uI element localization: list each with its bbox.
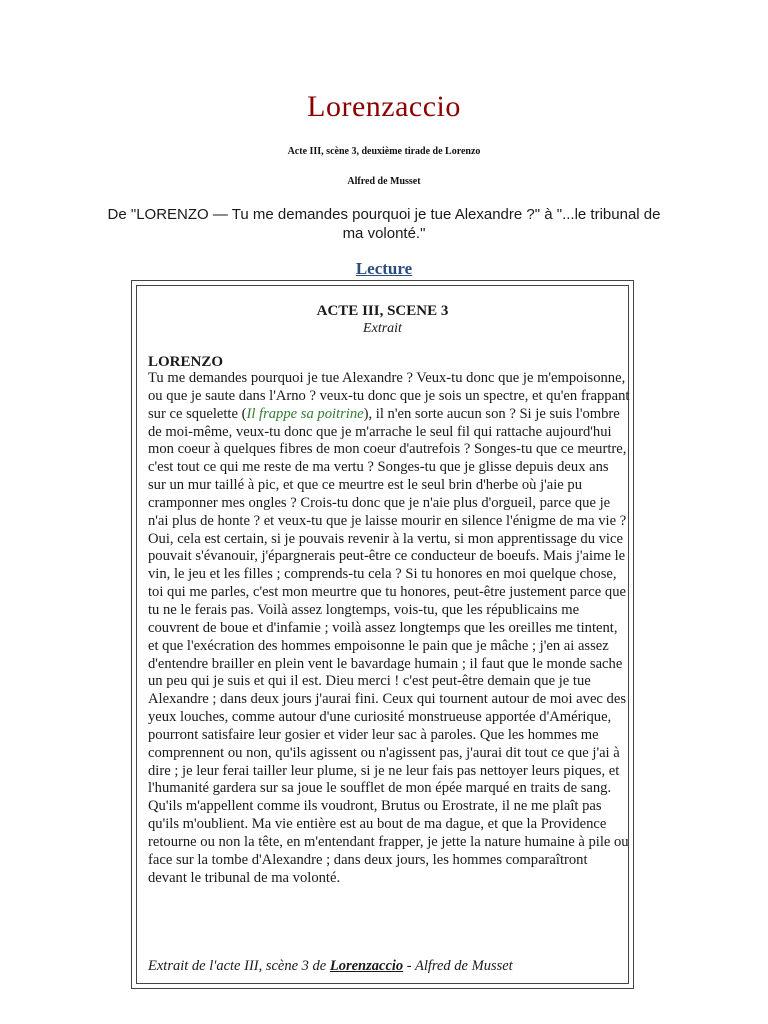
extract-box-inner bbox=[136, 285, 629, 984]
tirade-text bbox=[148, 370, 630, 887]
source-citation bbox=[148, 957, 630, 975]
source-work-link[interactable]: Lorenzaccio bbox=[329, 958, 404, 974]
page-description: De "LORENZO — Tu me demandes pourquoi je tue Alexandre ?" à "...le tribunal de ma volonté." bbox=[107, 206, 661, 242]
speaker-name: LORENZO bbox=[148, 354, 224, 370]
lecture-link[interactable]: Lecture bbox=[355, 259, 413, 278]
extract-box bbox=[131, 280, 634, 989]
tirade-text-part1: Tu me demandes pourquoi je tue Alexandre ? Veux-tu donc que je m'empoisonne, ou que je saute dans l'Arno ? veux-tu donc que je sois un spectre, et qu'en frappant sur ce squelette ( bbox=[148, 370, 630, 422]
scene-heading: ACTE III, SCENE 3 bbox=[316, 303, 449, 319]
source-suffix: - Alfred de Musset bbox=[403, 958, 513, 974]
source-prefix: Extrait de l'acte III, scène 3 de bbox=[148, 958, 330, 974]
extract-label: Extrait bbox=[363, 321, 402, 336]
page-title: Lorenzaccio bbox=[307, 90, 461, 123]
page-subtitle: Acte III, scène 3, deuxième tirade de Lorenzo bbox=[287, 146, 481, 157]
tirade-text-part2: ), il n'en sorte aucun son ? Si je suis l'ombre de moi-même, veux-tu donc que je m'arrache le seul fil qui rattache aujourd'hui mon coeur à quelques fibres de mon coeur d'autrefois ? Songes-tu que ce meurtre, c'est tout ce qui me reste de ma vertu ? Songes-tu que je glisse depuis deux ans sur un mur taillé à pic, et que ce meurtre est le seul brin d'herbe où j'aie pu cramponner mes ongles ? Crois-tu donc que je n'aie plus d'orgueil, parce que je n'ai plus de honte ? et veux-tu que je laisse mourir en silence l'énigme de ma vie ? Oui, cela est certain, si je pouvais revenir à la vertu, si mon apprentissage du vice pouvait s'évanouir, j'épargnerais peut-être ce conducteur de boeufs. Mais j'aime le vin, le jeu et les filles ; comprends-tu cela ? Si tu honores en moi quelque chose, toi qui me parles, c'est mon meurtre que tu honores, peut-être justement parce que tu ne le ferais pas. Voilà assez longtemps, vois-tu, que les républicains me couvrent de boue et d'infamie ; voilà assez longtemps que les oreilles me tintent, et que l'exécration des hommes empoisonne le pain que je mâche ; j'en ai assez d'entendre brailler en plein vent le bavardage humain ; il faut que le monde sache un peu qui je suis et qui il est. Dieu merci ! c'est peut-être demain que je tue Alexandre ; dans deux jours j'aurai fini. Ceux qui tournent autour de moi avec des yeux louches, comme autour d'une curiosité monstrueuse apportée d'Amérique, pourront satisfaire leur gosier et vider leur sac à paroles. Que les hommes me comprennent ou non, qu'ils agissent ou n'agissent pas, j'aurai dit tout ce que j'ai à dire ; je leur ferai tailler leur plume, si je ne leur fais pas nettoyer leurs piques, et l'humanité gardera sur sa joue le soufflet de mon épée marqué en traits de sang. Qu'ils m'appellent comme ils voudront, Brutus ou Erostrate, il ne me plaît pas qu'ils m'oublient. Ma vie entière est au bout de ma dague, et que la Providence retourne ou non la tête, en m'entendant frapper, je jette la nature humaine à pile ou face sur la tombe d'Alexandre ; dans deux jours, les hommes comparaîtront devant le tribunal de ma volonté. bbox=[148, 405, 629, 886]
stage-direction: Il frappe sa poitrine bbox=[246, 405, 364, 422]
page-author: Alfred de Musset bbox=[347, 176, 421, 187]
